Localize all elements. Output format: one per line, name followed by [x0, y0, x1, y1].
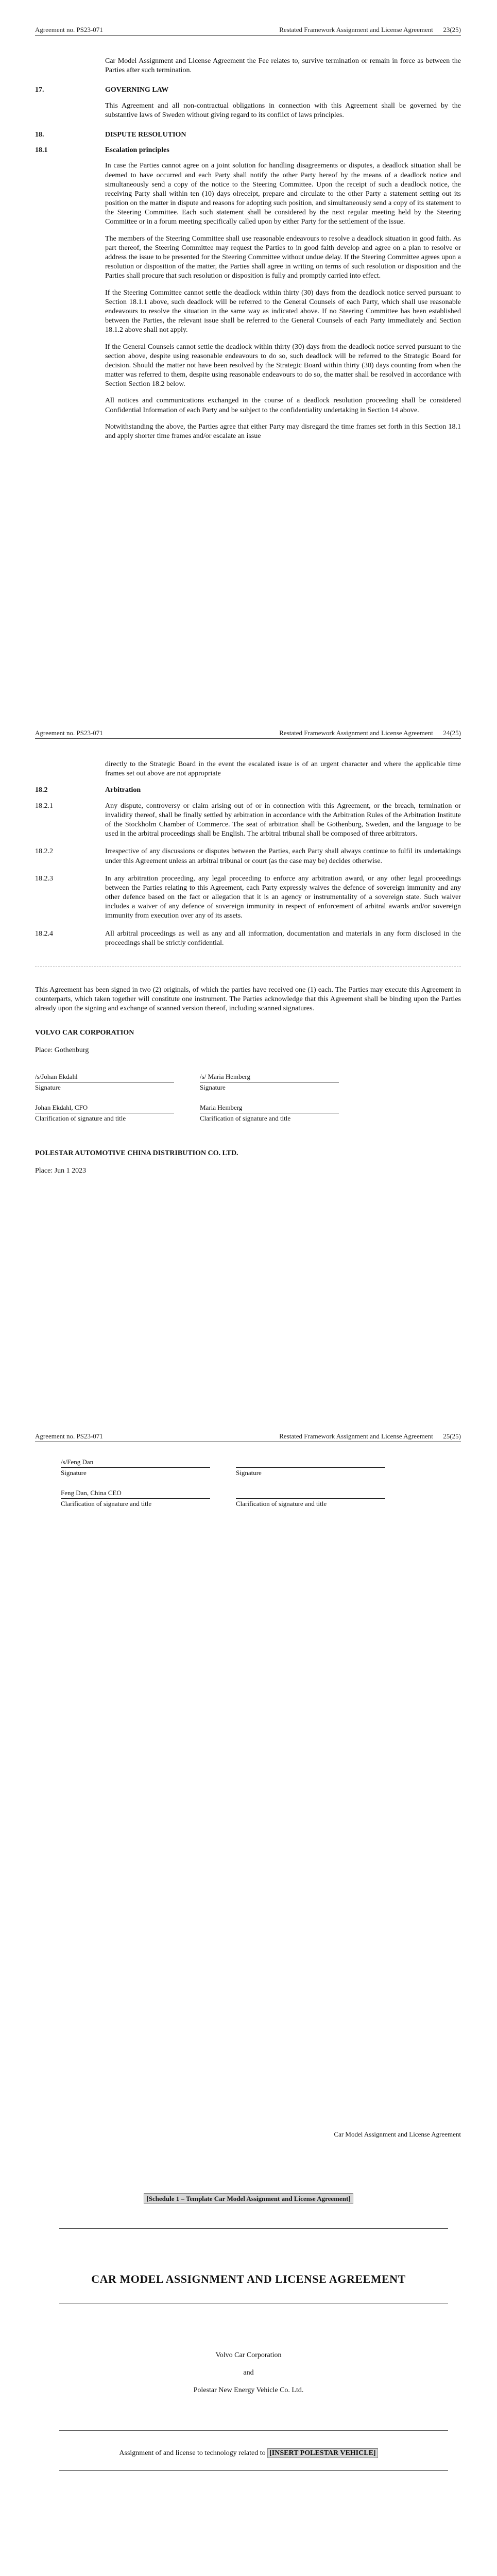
party-name: Polestar New Energy Vehicle Co. Ltd. [193, 2386, 304, 2394]
signature-line: /s/ Maria Hemberg [200, 1073, 339, 1082]
clarification-label: Clarification of signature and title [200, 1114, 291, 1122]
vehicle-placeholder: [INSERT POLESTAR VEHICLE] [267, 2448, 378, 2458]
section-heading: 17. GOVERNING LAW [35, 86, 169, 94]
clarification-line: Maria Hemberg [200, 1104, 339, 1113]
assignment-rule-bottom [59, 2470, 448, 2471]
signature-label: Signature [236, 1469, 262, 1477]
page-number: 23(25) [443, 26, 461, 33]
paragraph: Notwithstanding the above, the Parties agree that either Party may disregard the time frames set forth in this Section 18.1 and apply shorter time frames and/or escalate an issue [105, 422, 461, 440]
page-number: 25(25) [443, 1432, 461, 1440]
page-body [35, 1458, 461, 1520]
party-name: VOLVO CAR CORPORATION [35, 1028, 134, 1037]
paragraph: In case the Parties cannot agree on a joint solution for handling disagreements or disputes, a deadlock situation shall be deemed to have occurred and each Party shall notify the other Party hereof by the means of a deadlock notice and simultaneously send a copy of the notice to the Steering Committee. Upon the receipt of such a deadlock notice, the receiving Party shall within ten (10) days olreceipt, prepare and circulate to the other Party a statement setting out its position on the matter in dispute and reasons for adopting such position, and simultaneously send a copy of its statement to the Steering Committee. Each such statement shall be considered by the next regular meeting held by the Steering Committee or in a forum meeting specifically called upon by either Party for the settlement of the issue. [105, 162, 461, 226]
page-24 [0, 703, 497, 1406]
clarification-line: Feng Dan, China CEO [61, 1489, 210, 1499]
clause: 18.2.3 In any arbitration proceeding, any legal proceeding to enforce any arbitration award, or any other legal proceedings between the Parties relating to this Agreement, each Party expressly waives the defence of sovereign immunity and any other defence based on the fact or allegation that it is an agency or instrumentality of a sovereign state. Such waiver includes a waiver of any defence of sovereign immunity in respect of enforcement of arbitral awards and/or sovereign immunity from execution over any of its assets. [35, 874, 461, 920]
assignment-line: Assignment of and license to technology related to [INSERT POLESTAR VEHICLE] [0, 2449, 497, 2458]
clause: 18.2.4 All arbitral proceedings as well as any and all information, documentation and materials in any form disclosed in the proceedings shall be strictly confidential. [35, 929, 461, 947]
party-name: POLESTAR AUTOMOTIVE CHINA DISTRIBUTION CO. LTD. [35, 1149, 238, 1157]
paragraph: If the General Counsels cannot settle the deadlock within thirty (30) days from the deadlock notice served pursuant to the section above, despite using reasonable endeavours to do so, such deadlock will be referred to the Strategic Board for decision. Should the matter not have been resolved by the Strategic Board within thirty (30) days counting from when the matter was referred to them, despite using reasonable endeavours to do so, the matter shall be resolved in accordance with Section Section 18.2 below. [105, 343, 461, 388]
clarification-label: Clarification of signature and title [35, 1114, 126, 1122]
signature-block [61, 1458, 461, 1520]
signing-place: Place: Gothenburg [35, 1046, 89, 1054]
signature-label: Signature [35, 1083, 61, 1091]
signature-line [236, 1458, 385, 1468]
document-title: Restated Framework Assignment and License Agreement [279, 729, 433, 737]
agreement-number: Agreement no. PS23-071 [35, 729, 103, 737]
subsection-heading: 18.1 Escalation principles [35, 146, 169, 155]
document-title: Restated Framework Assignment and License Agreement [279, 1432, 433, 1440]
party-name: Volvo Car Corporation [215, 2351, 282, 2359]
agreement-title: CAR MODEL ASSIGNMENT AND LICENSE AGREEMENT [91, 2273, 406, 2285]
schedule-cover-page [0, 2110, 497, 2576]
paragraph: The members of the Steering Committee shall use reasonable endeavours to resolve a deadlock situation in good faith. As part thereof, the Steering Committee may request the Parties to in good faith develop and agree on a plan to resolve or address the issue to be presented for the Steering Committee without undue delay. If the Steering Committee agrees upon a resolution or disposition of the matter, the Parties shall agree in writing on terms of such resolution or disposition and the Parties shall procure that such resolution or disposition is fully and promptly carried into effect. [105, 234, 461, 280]
execution-paragraph: This Agreement has been signed in two (2) originals, of which the parties have received one (1) each. The Parties may execute this Agreement in counterparts, which taken together will constitute one instrument. The Parties acknowledge that this Agreement shall be binding upon the Parties already upon the signing and exchange of scanned version thereof, including scanned signatures. [35, 986, 461, 1013]
page-25 [0, 1406, 497, 2110]
paragraph: This Agreement and all non-contractual obligations in connection with this Agreement shall be governed by the substantive laws of Sweden without giving regard to its conflict of laws principles. [105, 101, 461, 119]
subsection-heading: 18.2 Arbitration [35, 786, 141, 794]
paragraph: Car Model Assignment and License Agreement the Fee relates to, survive termination or remain in force as between the Parties after such termination. [105, 57, 461, 75]
header-rule [35, 738, 461, 739]
signature-block [35, 1073, 461, 1134]
title-rule-top [59, 2228, 448, 2229]
clause: 18.2.1 Any dispute, controversy or claim arising out of or in connection with this Agreement, or the breach, termination or invalidity thereof, shall be finally settled by arbitration in accordance with the Arbitration Rules of the Arbitration Institute of the Stockholm Chamber of Commerce. The seat of arbitration shall be Gothenburg, Sweden, and the language to be used in the arbitral proceedings shall be English. The arbitral tribunal shall be composed of three arbitrators. [35, 802, 461, 838]
clarification-line [236, 1489, 385, 1499]
schedule-header: Car Model Assignment and License Agreement [334, 2130, 461, 2138]
page-body [35, 57, 461, 448]
and-text: and [243, 2369, 254, 2377]
agreement-number: Agreement no. PS23-071 [35, 1432, 103, 1440]
assignment-rule-top [59, 2430, 448, 2431]
signing-place: Place: Jun 1 2023 [35, 1166, 87, 1175]
paragraph: If the Steering Committee cannot settle the deadlock within thirty (30) days from the deadlock notice served pursuant to Section 18.1.1 above, such deadlock will be referred to the General Counsels of each Party, which shall use reasonable endeavours to resolve the situation in the same way as indicated above. If no Steering Committee has been established between the Parties, the relevant issue shall be referred to the General Counsels of each Party immediately and Section 18.1.2 above shall not apply. [105, 289, 461, 334]
schedule-title: [Schedule 1 – Template Car Model Assignment and License Agreement] [0, 2195, 497, 2204]
header-rule [35, 35, 461, 36]
paragraph: directly to the Strategic Board in the event the escalated issue is of an urgent character and where the applicable time frames set out above are not appropriate [105, 760, 461, 778]
document-title: Restated Framework Assignment and License Agreement [279, 26, 433, 33]
signature-label: Signature [200, 1083, 226, 1091]
page-number: 24(25) [443, 729, 461, 737]
agreement-number: Agreement no. PS23-071 [35, 26, 103, 33]
clause: 18.2.2 Irrespective of any discussions or disputes between the Parties, each Party shall always continue to fulfil its undertakings under this Agreement unless an arbitral tribunal or court (as the case may be) decides otherwise. [35, 848, 461, 865]
clarification-label: Clarification of signature and title [236, 1499, 327, 1507]
paragraph: All notices and communications exchanged in the course of a deadlock resolution proceeding shall be considered Confidential Information of each Party and be subject to the confidentiality undertaking in Section 14 above. [105, 397, 461, 414]
signature-line: /s/Feng Dan [61, 1458, 210, 1468]
clarification-label: Clarification of signature and title [61, 1499, 152, 1507]
signature-line: /s/Johan Ekdahl [35, 1073, 174, 1082]
signature-label: Signature [61, 1469, 87, 1477]
page-body [35, 760, 461, 1193]
clarification-line: Johan Ekdahl, CFO [35, 1104, 174, 1113]
section-heading: 18. DISPUTE RESOLUTION [35, 130, 186, 139]
page-23 [0, 0, 497, 703]
